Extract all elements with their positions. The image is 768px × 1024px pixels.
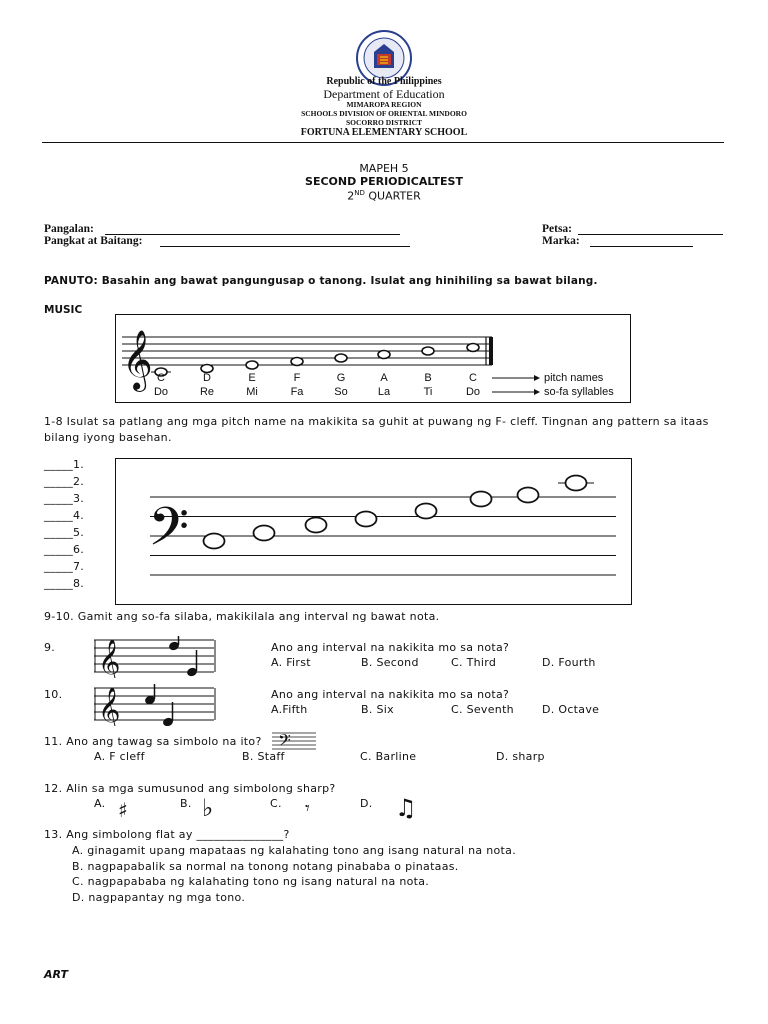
art-heading: ART xyxy=(44,968,68,981)
q10-option-d: D. Octave xyxy=(542,703,600,716)
q10-option-b: B. Six xyxy=(361,703,394,716)
answer-blank-3: _____3. xyxy=(44,492,85,505)
header-district: SOCORRO DISTRICT xyxy=(345,118,423,127)
header-divider xyxy=(42,142,724,143)
sofa-label: Mi xyxy=(246,386,258,398)
q11-question: 11. Ano ang tawag sa simbolo na ito? xyxy=(44,735,262,748)
q12-symbol-sharp-icon[interactable]: ♯ xyxy=(118,798,128,822)
whole-note xyxy=(518,488,539,503)
whole-note xyxy=(335,354,347,362)
score-field[interactable] xyxy=(590,246,693,247)
music-heading: MUSIC xyxy=(44,304,83,316)
whole-note xyxy=(356,512,377,527)
section-label: Pangkat at Baitang: xyxy=(44,235,143,247)
header-region: MIMAROPA REGION xyxy=(346,100,422,109)
header-division: SCHOOLS DIVISION OF ORIENTAL MINDORO xyxy=(301,109,467,118)
q13-question: 13. Ang simbolong flat ay _______________? xyxy=(44,828,290,841)
q13-option-d: D. nagpapantay ng mga tono. xyxy=(72,890,246,904)
q9-option-d: D. Fourth xyxy=(542,656,596,669)
whole-note xyxy=(204,534,225,549)
date-field[interactable] xyxy=(578,234,723,235)
q12-symbol-rest-icon[interactable]: 𝄾 xyxy=(305,798,310,819)
whole-note xyxy=(422,347,434,355)
q11-option-d: D. sharp xyxy=(496,750,545,763)
q9-option-b: B. Second xyxy=(361,656,419,669)
answer-blank-8: _____8. xyxy=(44,577,85,590)
section-field[interactable] xyxy=(160,246,410,247)
q12-letter-c: C. xyxy=(270,797,282,810)
q12-symbol-flat-icon[interactable]: ♭ xyxy=(202,794,214,822)
sofa-label: Re xyxy=(199,386,215,398)
header-department: Department of Education xyxy=(323,87,445,101)
fclef-staff xyxy=(116,459,631,604)
svg-text:𝄞: 𝄞 xyxy=(98,639,121,678)
sofa-label: Do xyxy=(153,386,169,398)
pitch-name-label: F xyxy=(293,372,301,384)
legend-pitch-names: pitch names xyxy=(544,372,604,384)
whole-note xyxy=(306,518,327,533)
treble-clef-icon: 𝄞 xyxy=(122,330,153,390)
pitch-name-label: C xyxy=(157,372,165,384)
legend-sofa: so-fa syllables xyxy=(544,386,614,398)
whole-note xyxy=(246,361,258,369)
name-field[interactable] xyxy=(105,234,400,235)
q11-option-c: C. Barline xyxy=(360,750,417,763)
reference-staff-box xyxy=(115,314,631,403)
answer-blank-1: _____1. xyxy=(44,458,85,471)
q11-option-a: A. F cleff xyxy=(94,750,145,763)
q10-option-c: C. Seventh xyxy=(451,703,514,716)
answer-blank-7: _____7. xyxy=(44,560,85,573)
sofa-label: So xyxy=(334,386,348,398)
q9-number: 9. xyxy=(44,641,56,654)
whole-note xyxy=(254,526,275,541)
q13-option-b: B. nagpapabalik sa normal na tonong notang pinababa o pinataas. xyxy=(72,859,459,873)
whole-note xyxy=(416,504,437,519)
whole-note xyxy=(471,492,492,507)
q9-10-prompt: 9-10. Gamit ang so-fa silaba, makikilala ang interval ng bawat nota. xyxy=(44,610,440,623)
q10-question: Ano ang interval na nakikita mo sa nota? xyxy=(271,688,510,701)
score-label: Marka: xyxy=(542,235,580,247)
q9-question: Ano ang interval na nakikita mo sa nota? xyxy=(271,641,510,654)
q11-fclef-symbol xyxy=(272,730,316,750)
answer-blank-4: _____4. xyxy=(44,509,85,522)
sofa-label: Fa xyxy=(290,386,304,398)
fclef-staff-box xyxy=(115,458,632,605)
sofa-label: La xyxy=(377,386,391,398)
whole-note xyxy=(291,358,303,366)
answer-blank-6: _____6. xyxy=(44,543,85,556)
q9-option-c: C. Third xyxy=(451,656,497,669)
q10-option-a: A.Fifth xyxy=(271,703,308,716)
header-country: Republic of the Philippines xyxy=(326,76,442,87)
answer-blank-2: _____2. xyxy=(44,475,85,488)
sofa-label: Ti xyxy=(423,386,433,398)
q12-letter-d: D. xyxy=(360,797,373,810)
pitch-name-label: A xyxy=(380,372,388,384)
q9-option-a: A. First xyxy=(271,656,311,669)
header-school: FORTUNA ELEMENTARY SCHOOL xyxy=(300,127,468,138)
q1-8-prompt: 1-8 Isulat sa patlang ang mga pitch name na makikita sa guhit at puwang ng F- cleff. Tingnan ang pattern sa itaas bilang iyong basehan. xyxy=(44,415,709,444)
exam-title: SECOND PERIODICALTEST xyxy=(305,175,463,188)
pitch-name-label: B xyxy=(424,372,432,384)
svg-text:𝄞: 𝄞 xyxy=(98,687,121,726)
q10-number: 10. xyxy=(44,688,63,701)
q13-option-c: C. nagpapababa ng kalahating tono ng isang natural na nota. xyxy=(72,875,430,888)
pitch-name-label: D xyxy=(203,372,211,384)
instructions: PANUTO: Basahin ang bawat pangungusap o tanong. Isulat ang hinihiling sa bawat bilang. xyxy=(44,275,598,287)
date-label: Petsa: xyxy=(542,223,573,235)
svg-text:𝄢: 𝄢 xyxy=(278,730,291,750)
q9-staff xyxy=(94,636,216,678)
q12-question: 12. Alin sa mga sumusunod ang simbolong sharp? xyxy=(44,782,336,795)
q12-letter-b: B. xyxy=(180,797,192,810)
whole-note xyxy=(566,476,587,491)
q13-option-a: A. ginagamit upang mapataas ng kalahating tono ang isang natural na nota. xyxy=(72,844,517,857)
q12-symbol-eighth-notes-icon[interactable]: ♫ xyxy=(395,794,417,822)
quarter-title: 2ND QUARTER xyxy=(347,189,421,203)
q11-option-b: B. Staff xyxy=(242,750,285,763)
whole-note xyxy=(467,344,479,352)
pitch-name-label: G xyxy=(336,372,346,384)
bass-clef-icon: 𝄢 xyxy=(148,497,190,571)
whole-note xyxy=(378,351,390,359)
q10-staff xyxy=(94,684,216,726)
sofa-label: Do xyxy=(465,386,481,398)
q12-letter-a: A. xyxy=(94,797,106,810)
pitch-name-label: C xyxy=(469,372,477,384)
subject-title: MAPEH 5 xyxy=(359,162,409,175)
answer-blank-5: _____5. xyxy=(44,526,85,539)
name-label: Pangalan: xyxy=(44,223,94,235)
pitch-name-label: E xyxy=(248,372,256,384)
reference-staff xyxy=(116,315,630,402)
